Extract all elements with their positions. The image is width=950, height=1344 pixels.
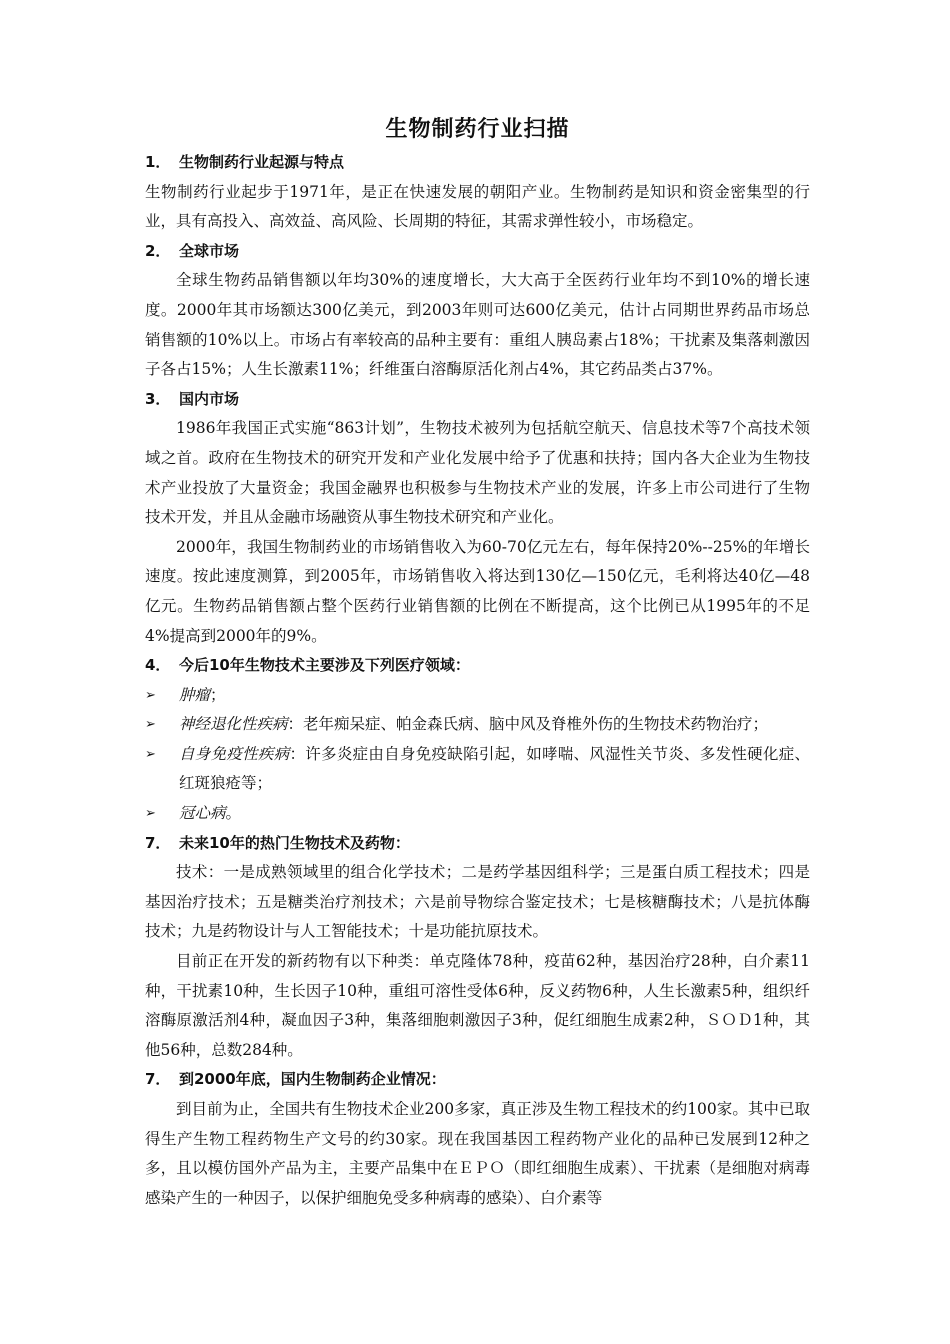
- list-item-term: 神经退化性疾病: [179, 715, 288, 734]
- section-5-paragraph-1: 技术：一是成熟领域里的组合化学技术；二是药学基因组科学；三是蛋白质工程技术；四是基因治疗技术；五是糖类治疗剂技术；六是前导物综合鉴定技术；七是核糖酶技术；八是抗体酶技术；九是药物设计与人工智能技术；十是功能抗原技术。: [145, 863, 810, 941]
- section-number: 3．: [145, 389, 171, 408]
- list-item: [145, 799, 810, 829]
- section-number: 4．: [145, 656, 171, 675]
- document-page: [145, 112, 810, 1213]
- arrow-bullet-icon: ➢: [145, 687, 156, 703]
- section-heading-3: [145, 385, 810, 415]
- medical-fields-list: [145, 681, 810, 829]
- list-item-text: ：许多炎症由自身免疫缺陷引起，如哮喘、风湿性关节炎、多发性硬化症、红斑狼疮等；: [179, 744, 810, 793]
- arrow-bullet-icon: ➢: [145, 746, 156, 762]
- section-heading-6: [145, 1065, 810, 1095]
- list-item-term: 自身免疫性疾病: [179, 744, 290, 763]
- arrow-bullet-icon: ➢: [145, 717, 156, 733]
- list-item-text: ：老年痴呆症、帕金森氏病、脑中风及脊椎外伤的生物技术药物治疗；: [287, 715, 769, 734]
- section-number: 7．: [145, 833, 171, 852]
- section-heading-4: [145, 651, 810, 681]
- section-number: 1．: [145, 153, 171, 171]
- section-heading-text: 今后10年生物技术主要涉及下列医疗领域：: [179, 656, 470, 675]
- section-3-paragraph-1: 1986年我国正式实施“863计划”，生物技术被列为包括航空航天、信息技术等7个高技术领域之首。政府在生物技术的研究开发和产业化发展中给予了优惠和扶持；国内各大企业为生物技术产业投放了大量资金；我国金融界也积极参与生物技术产业的发展，许多上市公司进行了生物技术开发，并且从金融市场融资从事生物技术研究和产业化。: [145, 419, 810, 527]
- section-heading-text: 国内市场: [179, 389, 240, 408]
- document-title: 生物制药行业扫描: [385, 117, 570, 142]
- arrow-bullet-icon: ➢: [145, 806, 156, 822]
- list-item: [145, 710, 810, 740]
- list-item-term: 肿瘤: [179, 685, 211, 704]
- section-number: 7．: [145, 1070, 171, 1089]
- section-heading-2: [145, 237, 810, 267]
- section-3-paragraph-2: 2000年，我国生物制药业的市场销售收入为60-70亿元左右，每年保持20%--25%的年增长速度。按此速度测算，到2005年，市场销售收入将达到130亿—150亿元，毛利将达40亿—48亿元。生物药品销售额占整个医药行业销售额的比例在不断提高，这个比例已从1995年的不足4%提高到2000年的9%。: [145, 537, 810, 645]
- section-heading-text: 到2000年底，国内生物制药企业情况：: [179, 1070, 446, 1089]
- section-heading-1: [145, 148, 810, 178]
- section-heading-5: [145, 829, 810, 859]
- section-heading-text: 全球市场: [179, 241, 240, 260]
- section-2-paragraph: 全球生物药品销售额以年均30%的速度增长，大大高于全医药行业年均不到10%的增长速度。2000年其市场额达300亿美元，到2003年则可达600亿美元，估计占同期世界药品市场总销售额的10%以上。市场占有率较高的品种主要有：重组人胰岛素占18%；干扰素及集落刺激因子各占15%；人生长激素11%；纤维蛋白溶酶原活化剂占4%，其它药品类占37%。: [145, 271, 810, 379]
- list-item-text: ；: [210, 685, 226, 704]
- list-item-term: 冠心病: [179, 804, 226, 823]
- section-heading-text: 生物制药行业起源与特点: [179, 153, 345, 171]
- section-5-paragraph-2: 目前正在开发的新药物有以下种类：单克隆体78种，疫苗62种，基因治疗28种，白介素11种，干扰素10种，生长因子10种，重组可溶性受体6种，反义药物6种，人生长激素5种，组织纤溶酶原激活剂4种，凝血因子3种，集落细胞刺激因子3种，促红细胞生成素2种，ＳＯＤ1种，其他56种，总数284种。: [145, 952, 810, 1059]
- list-item-text: 。: [225, 804, 242, 823]
- section-6-paragraph: 到目前为止，全国共有生物技术企业200多家，真正涉及生物工程技术的约100家。其中已取得生产生物工程药物生产文号的约30家。现在我国基因工程药物产业化的品种已发展到12种之多，且以模仿国外产品为主，主要产品集中在ＥＰＯ（即红细胞生成素）、干扰素（是细胞对病毒感染产生的一种因子，以保护细胞免受多种病毒的感染）、白介素等: [145, 1100, 810, 1207]
- list-item: [145, 740, 810, 799]
- section-heading-text: 未来10年的热门生物技术及药物：: [179, 833, 410, 852]
- section-number: 2．: [145, 241, 171, 260]
- list-item: [145, 681, 810, 711]
- section-1-paragraph: 生物制药行业起步于1971年，是正在快速发展的朝阳产业。生物制药是知识和资金密集型的行业，具有高投入、高效益、高风险、长周期的特征，其需求弹性较小，市场稳定。: [145, 182, 810, 231]
